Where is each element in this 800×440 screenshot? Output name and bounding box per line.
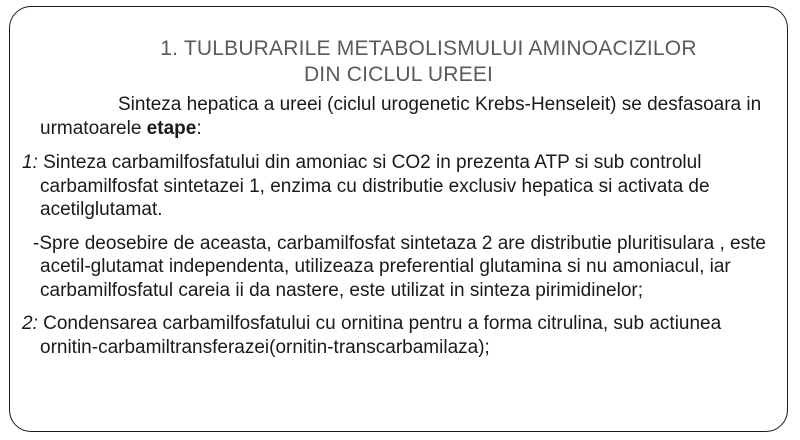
- note-text: -Spre deosebire de aceasta, carbamilfosfat sintetaza 2 are distributie pluritisulara , este acetil-glutamat independenta, utilizeaza preferential glutamina si nu amoniacul, iar carbamilfosfatul careia ii da nastere, este utilizat in sinteza pirimidinelor;: [33, 232, 766, 301]
- step-2-number: 2:: [22, 313, 38, 334]
- step-1-text: Sinteza carbamilfosfatului din amoniac si CO2 in prezenta ATP si sub controlul carbamilfosfat sintetazei 1, enzima cu distributie exclusiv hepatica si activata de acetilglutamat.: [37, 152, 710, 220]
- note-paragraph: [22, 232, 772, 303]
- slide-body: [22, 93, 772, 359]
- intro-text-end: :: [196, 117, 202, 139]
- intro-paragraph: [22, 93, 772, 140]
- slide-title-line-1: 1. TULBURARILE METABOLISMULUI AMINOACIZILOR: [160, 37, 697, 60]
- step-2-paragraph: [22, 312, 772, 359]
- step-2-text: Condensarea carbamilfosfatului cu ornitina pentru a forma citrulina, sub actiunea ornitin-carbamiltransferazei(ornitin-transcarbamilaza);: [37, 313, 722, 358]
- slide-title-line-2: DIN CICLUL UREEI: [303, 63, 494, 86]
- intro-text: Sinteza hepatica a ureei (ciclul urogenetic Krebs-Henseleit) se desfasoara in urmatoarele: [40, 94, 762, 139]
- step-1-paragraph: [22, 151, 772, 222]
- step-1-number: 1:: [22, 152, 38, 173]
- intro-bold-word: etape: [146, 117, 197, 139]
